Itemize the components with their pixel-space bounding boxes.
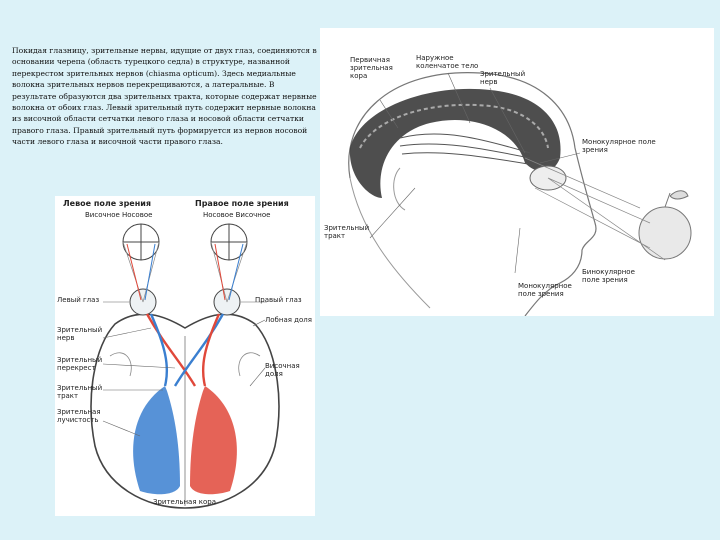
label-optic-tract: Зрительный тракт bbox=[57, 384, 103, 400]
description-paragraph bbox=[12, 45, 317, 148]
label-optic-tract-head: Зрительный тракт bbox=[324, 224, 370, 240]
label-chiasm: Зрительный перекрест bbox=[57, 356, 103, 372]
label-optic-radiation: Зрительная лучистость bbox=[57, 408, 101, 424]
right-field-title: Правое поле зрения bbox=[195, 199, 289, 208]
right-field-subtitle: Носовое Височное bbox=[203, 211, 271, 219]
label-right-eye: Правый глаз bbox=[255, 296, 302, 304]
label-temporal-lobe: Височная доля bbox=[265, 362, 300, 378]
label-monocular-field-lower: Монокулярное поле зрения bbox=[518, 282, 572, 298]
head-visual-pathway-diagram bbox=[320, 28, 714, 316]
label-primary-visual-cortex: Первичная зрительная кора bbox=[350, 56, 393, 80]
left-field-subtitle: Височное Носовое bbox=[85, 211, 153, 219]
visual-pathway-diagram bbox=[55, 196, 315, 516]
label-binocular-field: Бинокулярное поле зрения bbox=[582, 268, 635, 284]
label-frontal-lobe: Лобная доля bbox=[265, 316, 312, 324]
left-field-title: Левое поле зрения bbox=[63, 199, 152, 208]
label-visual-cortex: Зрительная кора bbox=[153, 498, 217, 506]
label-left-eye: Левый глаз bbox=[57, 296, 100, 304]
description-text: Покидая глазницу, зрительные нервы, идущие от двух глаз, соединяются в основании черепа (область турецкого седла) в структуре, названной перекрестом зрительных нервов (chiasma opticum). Здесь медиальные волокна зрительных нервов перекрещиваются, а латеральные. В результате образуются два зрительных тракта, которые содержат нервные волокна от обоих глаз. Левый зрительный путь содержит нервные волокна из височной области сетчатки левого глаза и носовой области сетчатки правого глаза. Правый зрительный путь формируется из нервов носовой части левого глаза и височной части правого глаза. bbox=[12, 46, 317, 147]
label-optic-nerve-head: Зрительный нерв bbox=[480, 70, 526, 86]
label-monocular-field-upper: Монокулярное поле зрения bbox=[582, 138, 656, 154]
label-optic-nerve: Зрительный нерв bbox=[57, 326, 103, 342]
label-lateral-geniculate: Наружное коленчатое тело bbox=[416, 54, 479, 70]
